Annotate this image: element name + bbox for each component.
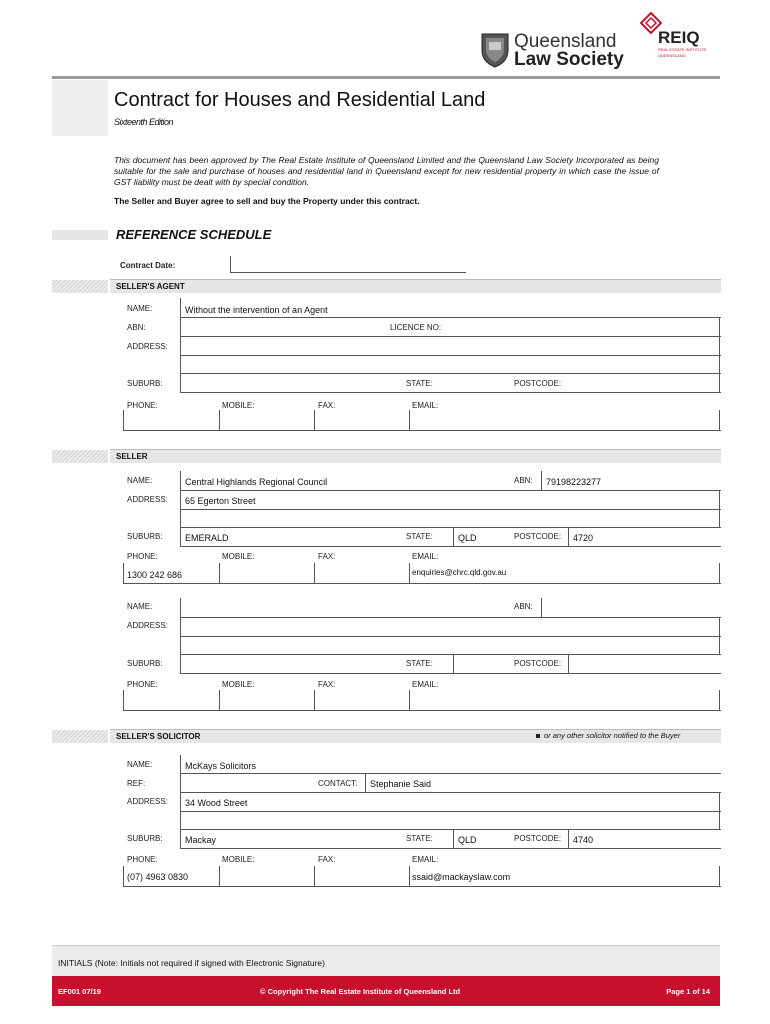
seller-suburb-value[interactable]: EMERALD [185,533,229,543]
seller-bar [110,449,721,463]
solicitor-address-label: ADDRESS: [127,797,168,806]
seller2-address-label: ADDRESS: [127,621,168,630]
footer-page: Page 1 of 14 [666,987,710,996]
solicitor-contact-value[interactable]: Stephanie Said [370,779,432,789]
seller2-suburb-label: SUBURB: [127,659,163,668]
agent-postcode-label: POSTCODE: [514,379,562,388]
agent-state-label: STATE: [406,379,433,388]
qls-crest-icon [480,32,510,68]
solicitor-mobile-label: MOBILE: [222,855,255,864]
seller2-abn-label: ABN: [514,602,533,611]
solicitor-phone-label: PHONE: [127,855,158,864]
seller-email-label: EMAIL: [412,552,439,561]
top-rule [52,76,720,79]
reiq-sub2: QUEENSLAND [658,53,686,58]
solicitor-heading: SELLER'S SOLICITOR [116,732,201,741]
seller-state-label: STATE: [406,532,433,541]
solicitor-fax-label: FAX: [318,855,336,864]
agent-abn-label: ABN: [127,323,146,332]
sellers-agent-bar [110,279,721,293]
seller2-state-label: STATE: [406,659,433,668]
left-gutter [52,80,108,136]
solicitor-suburb-label: SUBURB: [127,834,163,843]
seller-fax-label: FAX: [318,552,336,561]
square-bullet-icon [536,734,540,738]
seller2-postcode-label: POSTCODE: [514,659,562,668]
seller2-mobile-label: MOBILE: [222,680,255,689]
agent-name-label: NAME: [127,304,153,313]
qls-logo-line2: Law Society [514,49,624,70]
sellers-agent-heading: SELLER'S AGENT [116,282,185,291]
qls-logo-line1: Queensland [514,31,617,52]
edition: Sixteenth Edition [114,117,174,127]
solicitor-state-label: STATE: [406,834,433,843]
reiq-sub1: REAL ESTATE INSTITUTE [658,47,707,52]
agent-mobile-label: MOBILE: [222,401,255,410]
footer-copyright: © Copyright The Real Estate Institute of Queensland Ltd [260,987,461,996]
agent-email-label: EMAIL: [412,401,439,410]
seller-phone-value[interactable]: 1300 242 686 [127,570,183,580]
agree-text: The Seller and Buyer agree to sell and buy the Property under this contract. [114,196,420,206]
seller-suburb-label: SUBURB: [127,532,163,541]
contract-date-field[interactable] [230,272,466,273]
footer-bar [52,976,720,1006]
contract-date-label: Contract Date: [120,261,176,270]
agent-suburb-label: SUBURB: [127,379,163,388]
seller-postcode-label: POSTCODE: [514,532,562,541]
seller2-fax-label: FAX: [318,680,336,689]
seller2-email-label: EMAIL: [412,680,439,689]
solicitor-name-label: NAME: [127,760,153,769]
solicitor-postcode-label: POSTCODE: [514,834,562,843]
seller-address-value[interactable]: 65 Egerton Street [185,496,256,506]
solicitor-name-value[interactable]: McKays Solicitors [185,761,257,771]
seller-name-label: NAME: [127,476,153,485]
seller2-phone-label: PHONE: [127,680,158,689]
solicitor-email-value[interactable]: ssaid@mackayslaw.com [412,872,511,882]
solicitor-address-value[interactable]: 34 Wood Street [185,798,248,808]
agent-fax-label: FAX: [318,401,336,410]
solicitor-postcode-value[interactable]: 4740 [573,835,594,845]
seller-postcode-value[interactable]: 4720 [573,533,594,543]
seller-phone-label: PHONE: [127,552,158,561]
solicitor-note: or any other solicitor notified to the Buyer [544,731,681,740]
seller-address-label: ADDRESS: [127,495,168,504]
solicitor-email-label: EMAIL: [412,855,439,864]
seller-heading: SELLER [116,452,148,461]
agent-name-value[interactable]: Without the intervention of an Agent [185,305,328,315]
schedule-heading: REFERENCE SCHEDULE [116,227,272,242]
solicitor-state-value[interactable]: QLD [458,835,477,845]
initials-text: INITIALS (Note: Initials not required if signed with Electronic Signature) [58,958,325,968]
solicitor-contact-label: CONTACT: [318,779,358,788]
footer-code: EF001 07/19 [58,987,101,996]
initials-box[interactable] [52,945,720,976]
solicitor-ref-label: REF: [127,779,146,788]
seller-state-value[interactable]: QLD [458,533,477,543]
seller-name-value[interactable]: Central Highlands Regional Council [185,477,328,487]
page-title: Contract for Houses and Residential Land [114,89,486,111]
agent-address-label: ADDRESS: [127,342,168,351]
agent-licence-label: LICENCE NO: [390,323,442,332]
seller-email-value[interactable]: enquiries@chrc.qld.gov.au [412,568,507,577]
solicitor-suburb-value[interactable]: Mackay [185,835,217,845]
seller2-name-label: NAME: [127,602,153,611]
solicitor-phone-value[interactable]: (07) 4963 0830 [127,872,189,882]
intro-text: This document has been approved by The Real Estate Institute of Queensland Limited and the Queensland Law Society Incorporated as being suitable for the sale and purchase of houses and residential land in Queensland except for new residential property in which case the issue of GST liability must be dealt with by special condition. [114,155,659,187]
seller-abn-value[interactable]: 79198223277 [546,477,602,487]
agent-phone-label: PHONE: [127,401,158,410]
reiq-logo: REIQ [658,28,700,47]
seller-mobile-label: MOBILE: [222,552,255,561]
schedule-hatch [52,230,108,240]
seller-abn-label: ABN: [514,476,533,485]
